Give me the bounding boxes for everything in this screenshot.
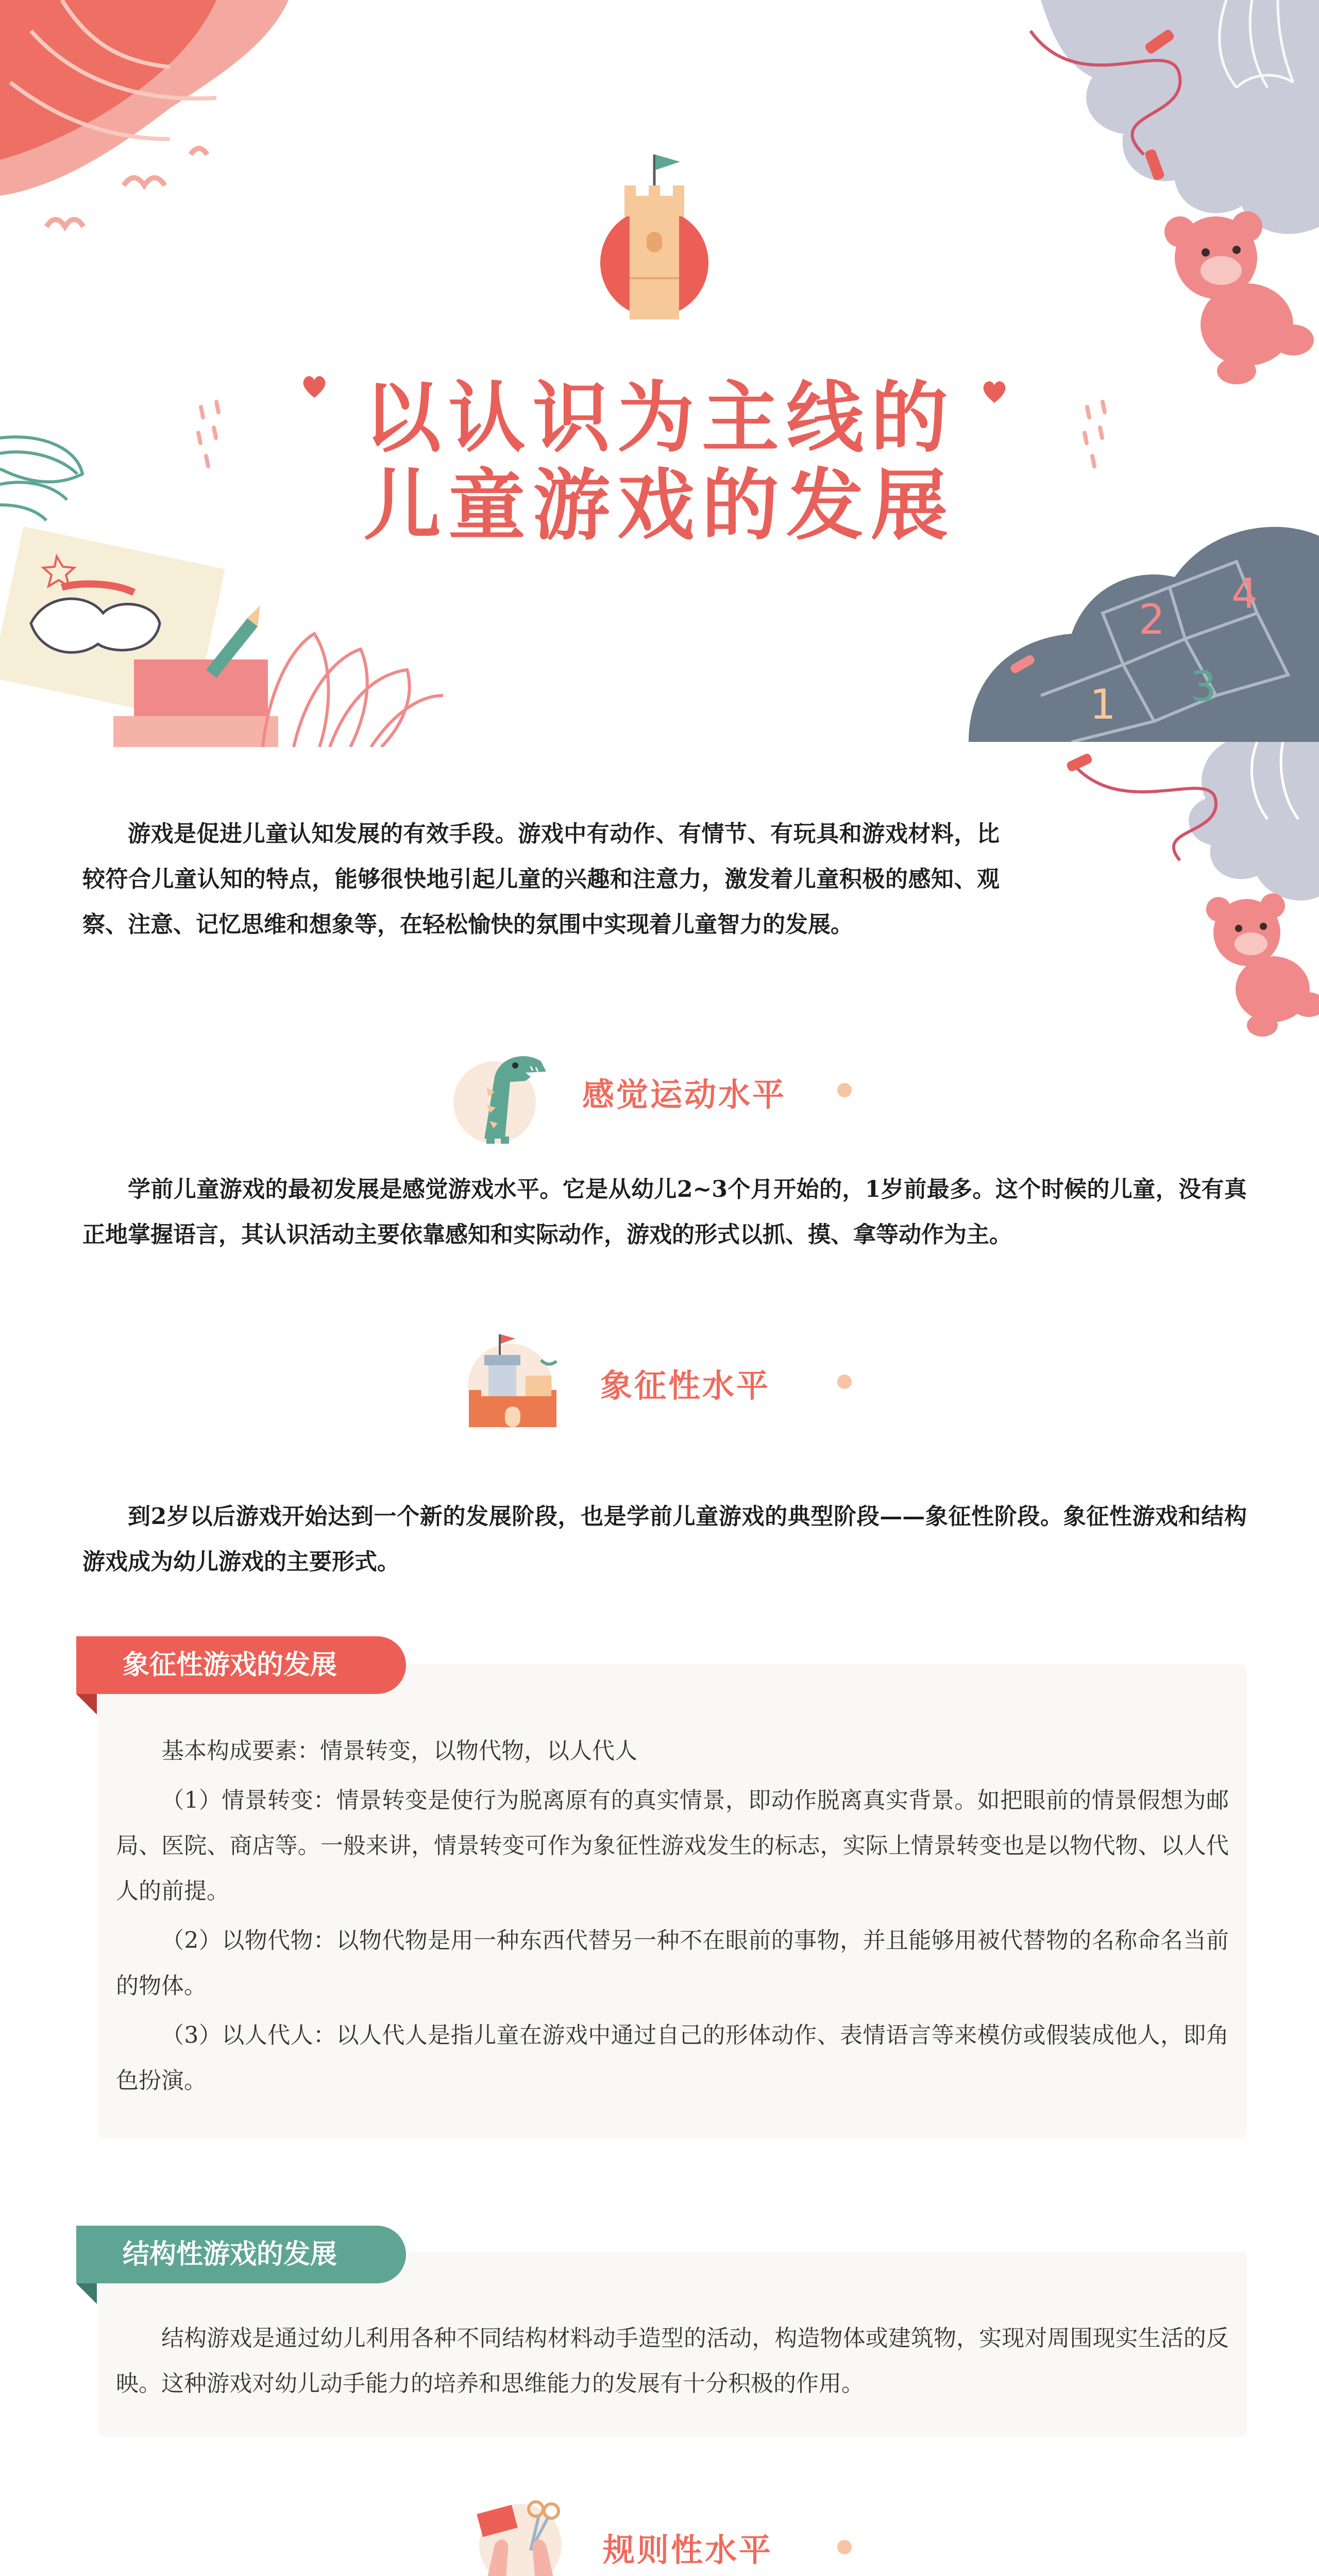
symbolic-paragraph: 到2岁以后游戏开始达到一个新的发展阶段，也是学前儿童游戏的典型阶段——象征性阶段。象征性游戏和结构游戏成为幼儿游戏的主要形式。 (82, 1503, 1247, 1575)
section-title-rules: 规则性水平 (603, 2531, 773, 2569)
section-dot-sensory (837, 1083, 852, 1097)
symbolic-development-content (116, 1728, 1229, 2108)
symbolic-item-3: （3）以人代人：以人代人是指儿童在游戏中通过自己的形体动作、表情语言等来模仿或假装成他人，即角色扮演。 (116, 2022, 1229, 2094)
symbolic-lead: 基本构成要素：情景转变，以物代物，以人代人 (161, 1738, 637, 1764)
tab-fold-construct (76, 2283, 97, 2304)
intro-paragraph: 游戏是促进儿童认知发展的有效手段。游戏中有动作、有情节、有玩具和游戏材料，比较符合儿童认知的特点，能够很快地引起儿童的兴趣和注意力，激发着儿童积极的感知、观察、注意、记忆思维和想象等，在轻松愉快的氛围中实现着儿童智力的发展。 (82, 821, 1000, 938)
paper-pencil-decoration-left (0, 428, 453, 747)
hopscotch-number-1: 1 (1090, 681, 1116, 728)
symbolic-item-2: （2）以物代物：以物代物是用一种东西代替另一种不在眼前的事物，并且能够用被代替物的名称命名当前的物体。 (116, 1927, 1229, 1999)
section-title-symbolic: 象征性水平 (600, 1367, 771, 1404)
sensory-paragraph: 学前儿童游戏的最初发展是感觉游戏水平。它是从幼儿2~3个月开始的，1岁前最多。这个时候的儿童，没有真正地掌握语言，其认识活动主要依靠感知和实际动作，游戏的形式以抓、摸、拿等动作为主。 (82, 1176, 1247, 1248)
page-title-line-2: 儿童游戏的发展 (363, 461, 955, 551)
tab-fold-symbolic (76, 1694, 97, 1715)
castle-small-icon (464, 1329, 567, 1432)
construct-development-tab: 结构性游戏的发展 (76, 2226, 406, 2283)
dinosaur-icon (453, 1036, 556, 1149)
hands-scissors-icon (469, 2488, 572, 2576)
cloud-bear-decoration-right-mid (1061, 742, 1319, 1041)
construct-development-content (116, 2316, 1229, 2411)
hopscotch-number-4: 4 (1231, 570, 1258, 618)
cloud-bear-decoration-top-right (1020, 0, 1319, 402)
symbolic-item-1: （1）情景转变：情景转变是使行为脱离原有的真实情景，即动作脱离真实背景。如把眼前的情景假想为邮局、医院、商店等。一般来讲，情景转变可作为象征性游戏发生的标志，实际上情景转变也是以物代物、以人代人的前提。 (116, 1787, 1229, 1904)
castle-icon (593, 149, 716, 325)
construct-text: 结构游戏是通过幼儿利用各种不同结构材料动手造型的活动，构造物体或建筑物，实现对周围现实生活的反映。这种游戏对幼儿动手能力的培养和思维能力的发展有十分积极的作用。 (116, 2325, 1229, 2397)
hopscotch-number-2: 2 (1139, 596, 1165, 643)
section-dot-symbolic (837, 1375, 852, 1389)
leaf-decoration-top-left (0, 0, 340, 268)
hopscotch-number-3: 3 (1190, 663, 1216, 710)
section-dot-rules (837, 2540, 852, 2554)
hopscotch-decoration-right (969, 510, 1319, 742)
symbolic-development-tab: 象征性游戏的发展 (76, 1636, 406, 1694)
page-title-line-1: 以认识为主线的 (363, 374, 955, 463)
section-title-sensory: 感觉运动水平 (582, 1076, 787, 1113)
